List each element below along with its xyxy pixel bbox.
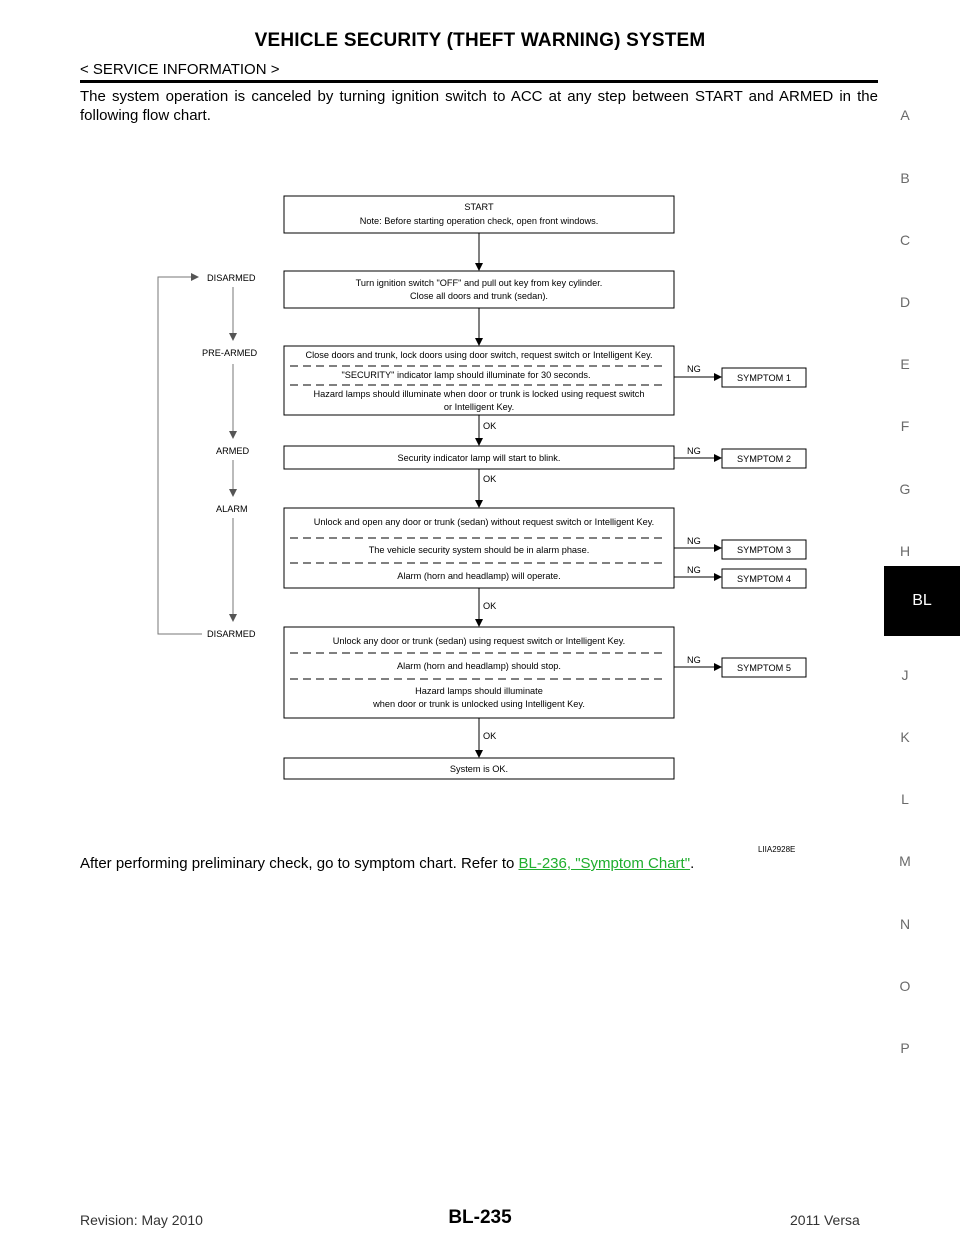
- step-security-lamp-text: "SECURITY" indicator lamp should illuminate for 30 seconds.: [341, 370, 591, 380]
- figure-id: LIIA2928E: [758, 845, 796, 854]
- model-year: 2011 Versa: [790, 1212, 860, 1228]
- side-tab-a[interactable]: A: [900, 107, 910, 123]
- state-disarmed-label: DISARMED: [207, 273, 256, 283]
- ng-label-5: NG: [687, 655, 701, 665]
- side-tab-e[interactable]: E: [900, 356, 910, 372]
- step-blink-text: Security indicator lamp will start to blink.: [397, 453, 561, 463]
- system-ok-text: System is OK.: [449, 764, 509, 774]
- after-text: After performing preliminary check, go to symptom chart. Refer to: [80, 855, 519, 872]
- page-title: VEHICLE SECURITY (THEFT WARNING) SYSTEM: [254, 30, 706, 51]
- symptom-5-label: SYMPTOM 5: [737, 663, 791, 673]
- step-ignition-off-line1: Turn ignition switch "OFF" and pull out key from key cylinder.: [355, 278, 603, 288]
- state-alarm-label: ALARM: [216, 504, 248, 514]
- step-hazard-unlock-line2: when door or trunk is unlocked using Intelligent Key.: [373, 699, 585, 709]
- side-tab-bl-active[interactable]: BL: [884, 566, 960, 636]
- step-hazard-unlock-line1: Hazard lamps should illuminate: [415, 686, 543, 696]
- side-tab-b[interactable]: B: [900, 170, 910, 186]
- intro-paragraph: The system operation is canceled by turning ignition switch to ACC at any step between START and ARMED in the following flow chart.: [80, 88, 878, 124]
- side-tab-d[interactable]: D: [899, 294, 911, 310]
- side-tab-g[interactable]: G: [899, 481, 911, 497]
- side-tab-k[interactable]: K: [900, 729, 910, 745]
- ng-label-3: NG: [687, 536, 701, 546]
- step-lock-doors-text: Close doors and trunk, lock doors using door switch, request switch or Intelligent Key.: [305, 350, 653, 360]
- state-armed-label: ARMED: [216, 446, 250, 456]
- side-tab-f[interactable]: F: [900, 418, 910, 434]
- step-hazard-lock-line1: Hazard lamps should illuminate when door or trunk is locked using request switch: [313, 389, 645, 399]
- ok-label-4: OK: [483, 731, 497, 741]
- side-tab-o[interactable]: O: [899, 978, 911, 994]
- side-tab-m[interactable]: M: [899, 853, 911, 869]
- step-ignition-off-box: [284, 271, 674, 308]
- side-tab-j[interactable]: J: [901, 667, 909, 683]
- ok-label-1: OK: [483, 421, 497, 431]
- symptom-4-label: SYMPTOM 4: [737, 574, 791, 584]
- step-alarm-stop-text: Alarm (horn and headlamp) should stop.: [397, 661, 561, 671]
- ok-label-2: OK: [483, 474, 497, 484]
- page-number: BL-235: [448, 1207, 512, 1228]
- step-hazard-lock-line2: or Intelligent Key.: [443, 402, 515, 412]
- after-end: .: [690, 855, 695, 872]
- step-unlock-open-text: Unlock and open any door or trunk (sedan) without request switch or Intelligent Key.: [313, 517, 655, 527]
- ng-label-2: NG: [687, 446, 701, 456]
- state-disarmed-final-label: DISARMED: [207, 629, 256, 639]
- section-label: < SERVICE INFORMATION >: [80, 61, 280, 78]
- step-unlock-key-text: Unlock any door or trunk (sedan) using request switch or Intelligent Key.: [332, 636, 626, 646]
- side-tab-n[interactable]: N: [899, 916, 911, 932]
- side-tab-h[interactable]: H: [899, 543, 911, 559]
- ng-label-4: NG: [687, 565, 701, 575]
- start-title: START: [464, 202, 494, 212]
- symptom-2-label: SYMPTOM 2: [737, 454, 791, 464]
- step-alarm-phase-text: The vehicle security system should be in alarm phase.: [368, 545, 590, 555]
- ng-label-1: NG: [687, 364, 701, 374]
- step-ignition-off-line2: Close all doors and trunk (sedan).: [410, 291, 548, 301]
- symptom-chart-link[interactable]: BL-236, "Symptom Chart": [518, 855, 691, 872]
- return-loop-arrow: [158, 277, 202, 634]
- start-note: Note: Before starting operation check, open front windows.: [359, 216, 599, 226]
- side-tab-l[interactable]: L: [901, 791, 909, 807]
- symptom-3-label: SYMPTOM 3: [737, 545, 791, 555]
- side-tab-c[interactable]: C: [899, 232, 911, 248]
- state-pre-armed-label: PRE-ARMED: [202, 348, 258, 358]
- step-alarm-operate-text: Alarm (horn and headlamp) will operate.: [397, 571, 561, 581]
- revision-date: Revision: May 2010: [80, 1212, 203, 1228]
- symptom-1-label: SYMPTOM 1: [737, 373, 791, 383]
- ok-label-3: OK: [483, 601, 497, 611]
- side-tab-p[interactable]: P: [900, 1040, 910, 1056]
- after-paragraph: [80, 855, 694, 872]
